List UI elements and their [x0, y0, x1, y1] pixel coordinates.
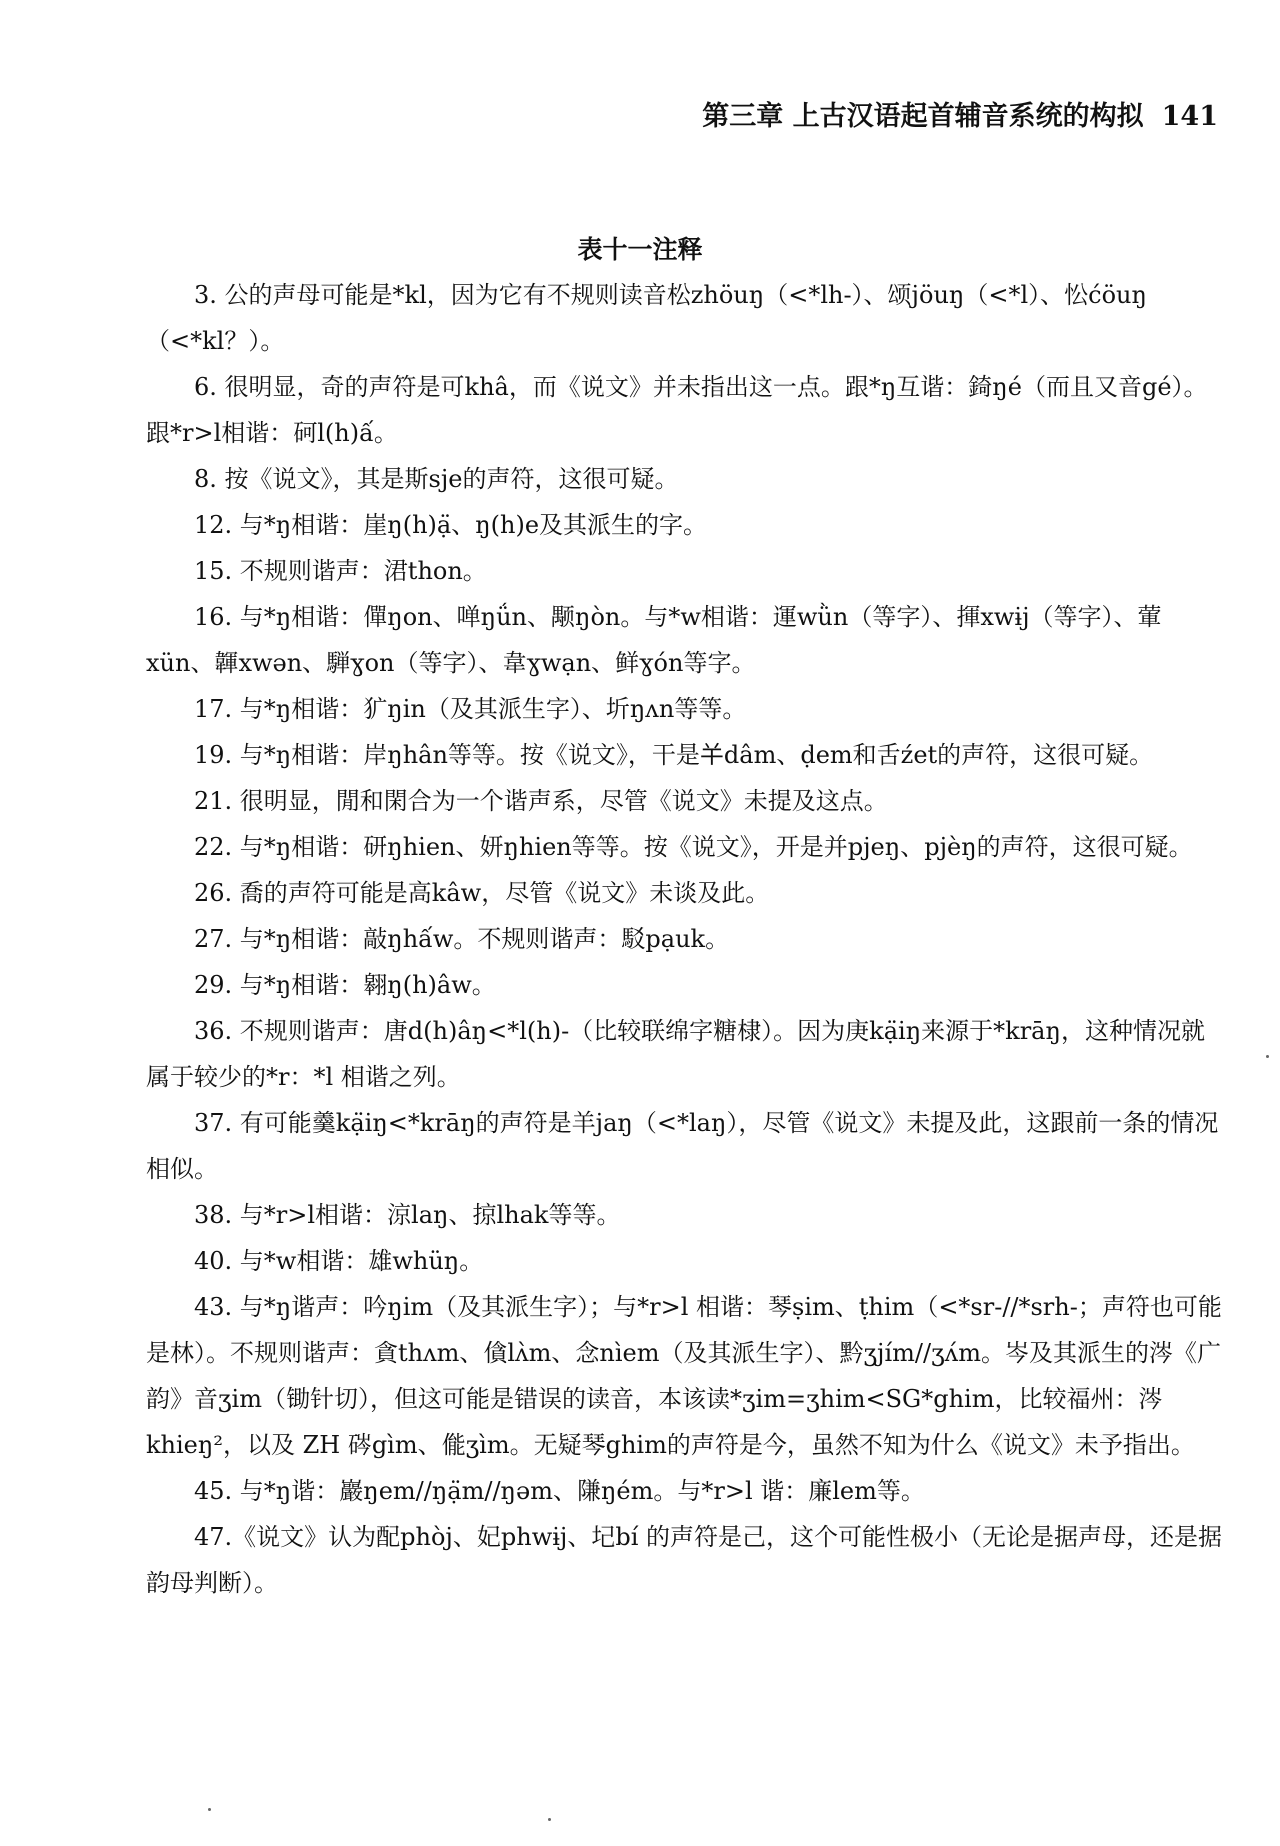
scan-speck [548, 1818, 551, 1821]
note-12: 12. 与*ŋ相谐：崖ŋ(h)ạ̈、ŋ(h)e及其派生的字。 [194, 511, 708, 539]
note-37: 37. 有可能羹kạ̈iŋ<*krāŋ的声符是羊jaŋ（<*laŋ），尽管《说文》未提及此，这跟前一条的情况相似。 [146, 1109, 1219, 1183]
section-title: 表十一注释 [577, 235, 703, 264]
scan-speck [1266, 1055, 1269, 1058]
note-45: 45. 与*ŋ谐：巖ŋem//ŋạ̈m//ŋəm、隒ŋém。与*r>l 谐：廉lem等。 [194, 1477, 925, 1505]
note-17: 17. 与*ŋ相谐：犷ŋin（及其派生字）、圻ŋʌn等等。 [194, 695, 747, 723]
note-15: 15. 不规则谐声：涒thon。 [194, 557, 487, 585]
note-29: 29. 与*ŋ相谐：翱ŋ(h)âw。 [194, 971, 496, 999]
note-6: 6. 很明显，奇的声符是可khâ，而《说文》并未指出这一点。跟*ŋ互谐：錡ŋé（而且又音gé）。跟*r>l相谐：砢l(h)ấ。 [146, 373, 1208, 447]
note-21: 21. 很明显，閒和閑合为一个谐声系，尽管《说文》未提及这点。 [194, 787, 888, 815]
note-40: 40. 与*w相谐：雄whüŋ。 [194, 1247, 484, 1275]
note-47: 47.《说文》认为配phòj、妃phwɨj、圮bí 的声符是己，这个可能性极小（无论是据声母，还是据韵母判断）。 [146, 1523, 1223, 1597]
note-43: 43. 与*ŋ谐声：吟ŋim（及其派生字）；与*r>l 相谐：琴ṣim、ṭhim（<*sr-//*srh-；声符也可能是林）。不规则谐声：貪thʌm、僋lʌ̀m、念nìem（及其派生字）、黔ʒjím//ʒʌ́m。岑及其派生的涔《广韵》音ʒim（锄针切），但这可能是错误的读音，本该读*ʒim=ʒhim<SG*ghim，比较福州：涔khieŋ²，以及 ZH 硶gìm、㑷ʒìm。无疑琴ghim的声符是今，虽然不知为什么《说文》未予指出。 [146, 1293, 1222, 1459]
note-22: 22. 与*ŋ相谐：研ŋhien、妍ŋhien等等。按《说文》，开是并pjeŋ、pjèŋ的声符，这很可疑。 [194, 833, 1193, 861]
note-26: 26. 喬的声符可能是高kâw，尽管《说文》未谈及此。 [194, 879, 770, 907]
running-header [702, 94, 1218, 133]
note-3: 3. 公的声母可能是*kl，因为它有不规则读音松zhöuŋ（<*lh-）、颂jöuŋ（<*l）、忪ćöuŋ（<*kl？）。 [146, 281, 1147, 355]
note-8: 8. 按《说文》，其是斯sje的声符，这很可疑。 [194, 465, 679, 493]
note-36: 36. 不规则谐声：唐d(h)âŋ<*l(h)-（比较联绵字糖棣）。因为庚kạ̈iŋ来源于*krāŋ，这种情况就属于较少的*r：*l 相谐之列。 [146, 1017, 1205, 1091]
note-27: 27. 与*ŋ相谐：敲ŋhấw。不规则谐声：駁pạuk。 [194, 925, 730, 953]
note-38: 38. 与*r>l相谐：涼laŋ、掠lhak等等。 [194, 1201, 621, 1229]
notes-list [146, 272, 1228, 1606]
note-19: 19. 与*ŋ相谐：岸ŋhân等等。按《说文》，干是𢆉dâm、ḍem和舌źet的声符，这很可疑。 [194, 741, 1154, 769]
page-number: 141 [1161, 101, 1218, 132]
chapter-title: 第三章 上古汉语起首辅音系统的构拟 [702, 101, 1144, 132]
note-16: 16. 与*ŋ相谐：僤ŋon、啴ŋǘn、颙ŋòn。与*w相谐：運wǜn（等字）、揮xwɨj（等字）、葷xün、韗xwən、騨ɣon（等字）、韋ɣwạn、鲜ɣón等字。 [146, 603, 1162, 677]
scan-speck [208, 1808, 211, 1811]
